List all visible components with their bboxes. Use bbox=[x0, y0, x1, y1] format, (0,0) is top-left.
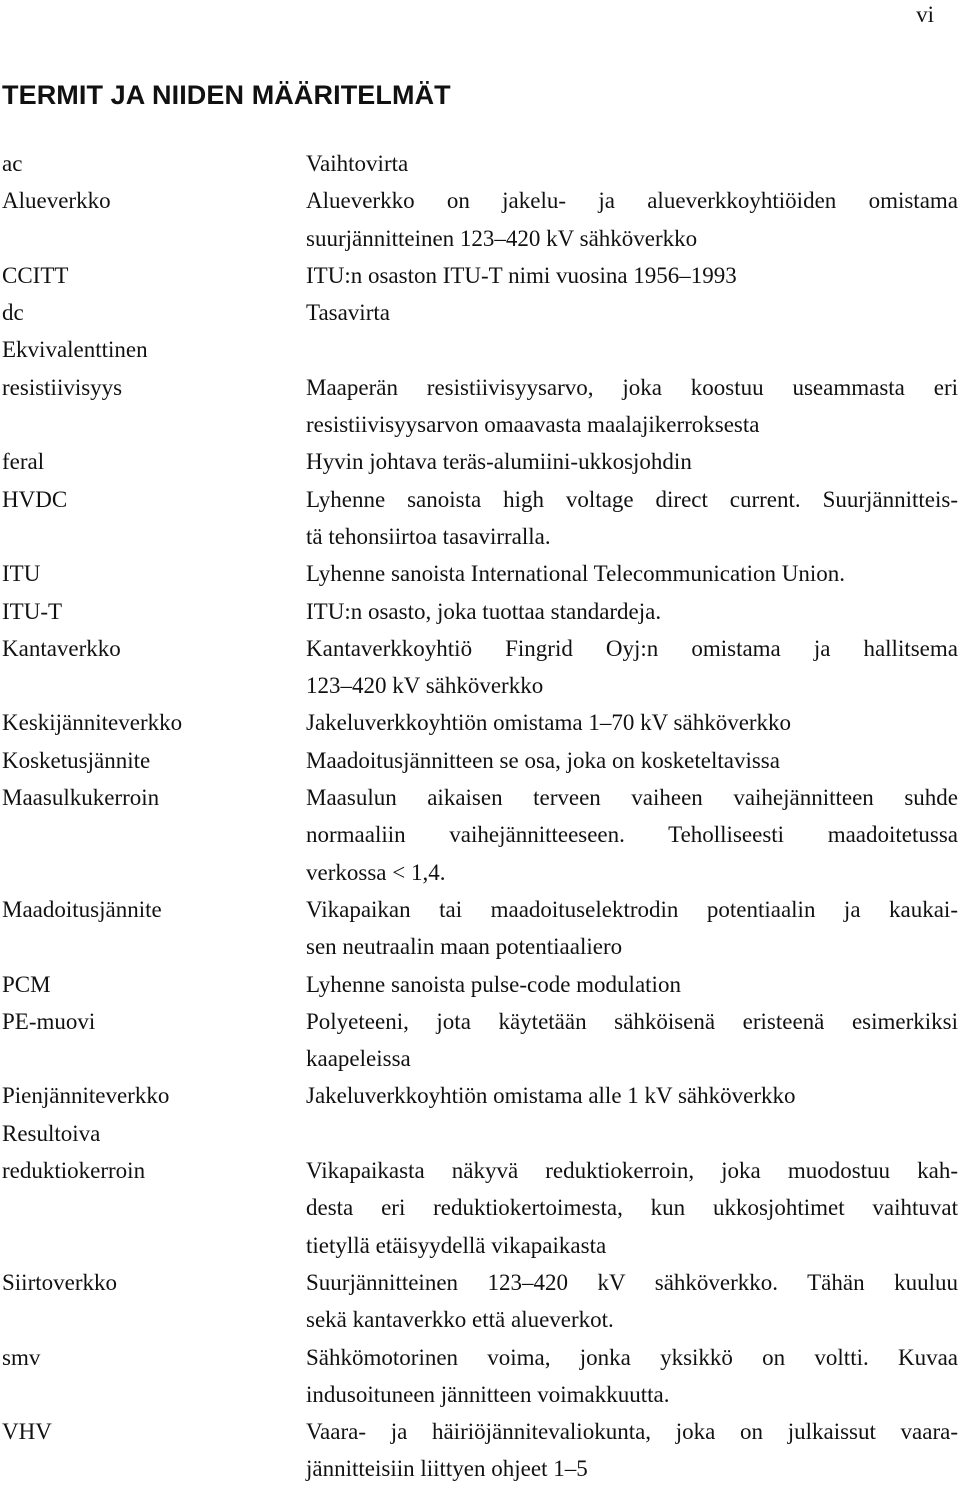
definition-line: sen neutraalin maan potentiaaliero bbox=[306, 934, 623, 960]
glossary-definition bbox=[306, 1339, 958, 1414]
glossary-definition bbox=[306, 481, 958, 556]
glossary-entry bbox=[2, 369, 958, 444]
glossary-definition bbox=[306, 182, 958, 257]
glossary-term: HVDC bbox=[2, 486, 68, 512]
glossary-term: Maadoitusjännite bbox=[2, 896, 162, 922]
glossary-entry bbox=[2, 555, 958, 592]
definition-line: Vikapaikasta näkyvä reduktiokerroin, joka muodostuu kah- bbox=[306, 1158, 958, 1184]
glossary-definition bbox=[306, 145, 958, 182]
definition-line: suurjännitteinen 123–420 kV sähköverkko bbox=[306, 225, 698, 251]
glossary-term: reduktiokerroin bbox=[2, 1158, 146, 1184]
glossary-definition bbox=[306, 1152, 958, 1264]
definition-line: ITU:n osasto, joka tuottaa standardeja. bbox=[306, 598, 662, 624]
glossary-term: dc bbox=[2, 300, 24, 326]
glossary-entry bbox=[2, 1115, 958, 1152]
definition-line: Jakeluverkkoyhtiön omistama alle 1 kV sähköverkko bbox=[306, 1083, 796, 1109]
glossary-definition bbox=[306, 966, 958, 1003]
glossary-entry bbox=[2, 1077, 958, 1114]
glossary-term: Siirtoverkko bbox=[2, 1269, 117, 1295]
glossary-entry bbox=[2, 593, 958, 630]
glossary-definition bbox=[306, 704, 958, 741]
glossary-term: Pienjänniteverkko bbox=[2, 1083, 170, 1109]
definition-line: Hyvin johtava teräs-alumiini-ukkosjohdin bbox=[306, 449, 692, 475]
glossary-entry bbox=[2, 1152, 958, 1264]
glossary-term: PE-muovi bbox=[2, 1008, 96, 1034]
definition-line: Alueverkko on jakelu- ja alueverkkoyhtiöiden omistama bbox=[306, 188, 958, 214]
definition-line: ITU:n osaston ITU-T nimi vuosina 1956–1993 bbox=[306, 262, 737, 288]
definition-line: Tasavirta bbox=[306, 300, 390, 326]
glossary-definition bbox=[306, 443, 958, 480]
glossary-entry bbox=[2, 1339, 958, 1414]
glossary-entry bbox=[2, 443, 958, 480]
glossary-entry bbox=[2, 331, 958, 368]
definition-line: Lyhenne sanoista pulse-code modulation bbox=[306, 971, 681, 997]
section-heading: TERMIT JA NIIDEN MÄÄRITELMÄT bbox=[2, 80, 451, 110]
definition-line: sekä kantaverkko että alueverkot. bbox=[306, 1307, 614, 1333]
glossary-definition bbox=[306, 742, 958, 779]
glossary-definition bbox=[306, 1115, 958, 1152]
glossary-term: Ekvivalenttinen bbox=[2, 337, 148, 363]
glossary-term: feral bbox=[2, 449, 45, 475]
glossary-entry bbox=[2, 891, 958, 966]
glossary-entry bbox=[2, 630, 958, 705]
glossary-entry bbox=[2, 742, 958, 779]
glossary-term: ITU-T bbox=[2, 598, 63, 624]
glossary-term: VHV bbox=[2, 1419, 52, 1445]
definition-line: Sähkömotorinen voima, jonka yksikkö on voltti. Kuvaa bbox=[306, 1344, 958, 1370]
glossary-definition bbox=[306, 1264, 958, 1339]
definition-line: desta eri reduktiokertoimesta, kun ukkosjohtimet vaihtuvat bbox=[306, 1195, 958, 1221]
glossary-entry bbox=[2, 257, 958, 294]
glossary-entry bbox=[2, 294, 958, 331]
definition-line: Kantaverkkoyhtiö Fingrid Oyj:n omistama ja hallitsema bbox=[306, 635, 958, 661]
glossary-term: Kantaverkko bbox=[2, 635, 121, 661]
glossary-definition bbox=[306, 257, 958, 294]
definition-line: Vaihtovirta bbox=[306, 151, 409, 176]
glossary-term: Keskijänniteverkko bbox=[2, 710, 183, 736]
glossary-definition bbox=[306, 891, 958, 966]
glossary-definition bbox=[306, 369, 958, 444]
glossary-definition bbox=[306, 294, 958, 331]
definition-line: tietyllä etäisyydellä vikapaikasta bbox=[306, 1232, 607, 1258]
definition-line: verkossa < 1,4. bbox=[306, 859, 446, 885]
glossary-term: ITU bbox=[2, 561, 41, 587]
glossary-term: Maasulkukerroin bbox=[2, 785, 160, 811]
definition-line: normaaliin vaihejännitteeseen. Teholliseesti maadoitetussa bbox=[306, 822, 958, 848]
glossary-term: smv bbox=[2, 1344, 41, 1370]
definition-line: Polyeteeni, jota käytetään sähköisenä eristeenä esimerkiksi bbox=[306, 1008, 958, 1034]
glossary-term: PCM bbox=[2, 971, 51, 997]
glossary-definition bbox=[306, 630, 958, 705]
glossary-entry bbox=[2, 704, 958, 741]
definition-line: jännitteisiin liittyen ohjeet 1–5 bbox=[306, 1456, 588, 1482]
definition-line: indusoituneen jännitteen voimakkuutta. bbox=[306, 1381, 670, 1407]
glossary-entry bbox=[2, 481, 958, 556]
glossary-term: Kosketusjännite bbox=[2, 747, 151, 773]
definition-line: Vaara- ja häiriöjännitevaliokunta, joka on julkaissut vaara- bbox=[306, 1419, 958, 1445]
definition-line: tä tehonsiirtoa tasavirralla. bbox=[306, 523, 551, 549]
glossary-entry bbox=[2, 1003, 958, 1078]
definition-line: Maasulun aikaisen terveen vaiheen vaihejännitteen suhde bbox=[306, 785, 958, 811]
glossary-term: Alueverkko bbox=[2, 188, 111, 214]
glossary-entry bbox=[2, 779, 958, 891]
glossary-entry bbox=[2, 1413, 958, 1488]
glossary-definition bbox=[306, 1003, 958, 1078]
glossary-definition bbox=[306, 555, 958, 592]
definition-line: Maadoitusjännitteen se osa, joka on kosketeltavissa bbox=[306, 747, 780, 773]
glossary-definition bbox=[306, 1413, 958, 1488]
definition-line: Maaperän resistiivisyysarvo, joka koostuu useammasta eri bbox=[306, 374, 958, 400]
glossary-entry bbox=[2, 1264, 958, 1339]
glossary-term: ac bbox=[2, 151, 23, 176]
definition-line: Suurjännitteinen 123–420 kV sähköverkko. Tähän kuuluu bbox=[306, 1269, 958, 1295]
glossary-definition bbox=[306, 331, 958, 368]
glossary-term: CCITT bbox=[2, 262, 69, 288]
page-number: vi bbox=[916, 2, 934, 27]
glossary-entry bbox=[2, 966, 958, 1003]
definition-line: resistiivisyysarvon omaavasta maalajikerroksesta bbox=[306, 412, 760, 438]
glossary-entry bbox=[2, 145, 958, 182]
glossary-list bbox=[2, 145, 958, 1488]
glossary-definition bbox=[306, 1077, 958, 1114]
definition-line: Jakeluverkkoyhtiön omistama 1–70 kV sähköverkko bbox=[306, 710, 792, 736]
glossary-definition bbox=[306, 593, 958, 630]
definition-line: 123–420 kV sähköverkko bbox=[306, 673, 544, 699]
glossary-term: resistiivisyys bbox=[2, 374, 123, 400]
glossary-term: Resultoiva bbox=[2, 1120, 101, 1146]
glossary-entry bbox=[2, 182, 958, 257]
definition-line: Lyhenne sanoista high voltage direct current. Suurjännitteis- bbox=[306, 486, 958, 512]
definition-line: kaapeleissa bbox=[306, 1046, 411, 1072]
definition-line: Vikapaikan tai maadoituselektrodin potentiaalin ja kaukai- bbox=[306, 896, 958, 922]
definition-line: Lyhenne sanoista International Telecommunication Union. bbox=[306, 561, 845, 587]
glossary-definition bbox=[306, 779, 958, 891]
